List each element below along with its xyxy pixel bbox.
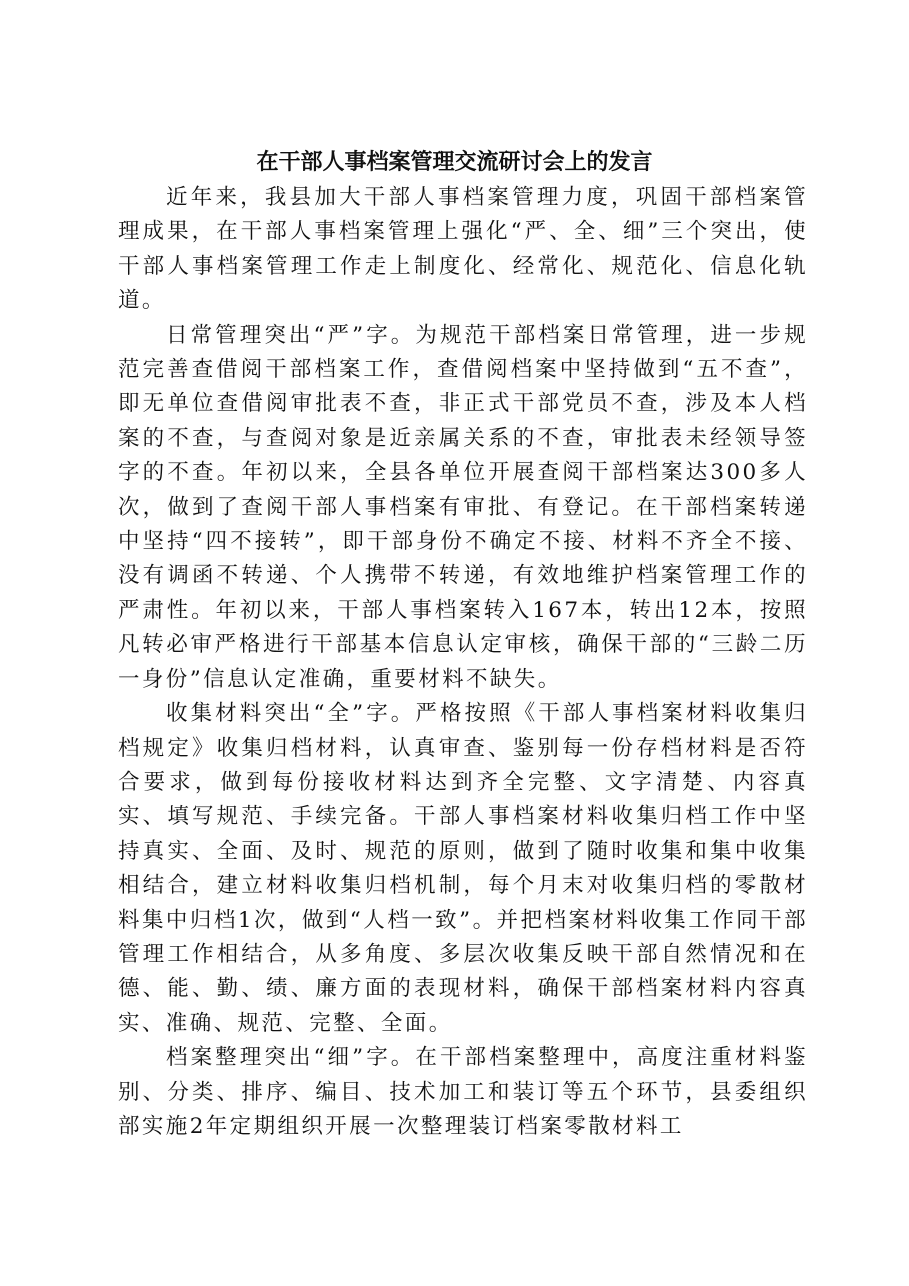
- paragraph-daily-management: 日常管理突出“严”字。为规范干部档案日常管理，进一步规范完善查借阅干部档案工作，查借阅档案中坚持做到“五不查”，即无单位查借阅审批表不查，非正式干部党员不查，涉及本人档案的不查，与查阅对象是近亲属关系的不查，审批表未经领导签字的不查。年初以来，全县各单位开展查阅干部档案达300多人次，做到了查阅干部人事档案有审批、有登记。在干部档案转递中坚持“四不接转”，即干部身份不确定不接、材料不齐全不接、没有调函不转递、个人携带不转递，有效地维护档案管理工作的严肃性。年初以来，干部人事档案转入167本，转出12本，按照凡转必审严格进行干部基本信息认定审核，确保干部的“三龄二历一身份”信息认定准确，重要材料不缺失。: [118, 322, 808, 692]
- document-title: 在干部人事档案管理交流研讨会上的发言: [256, 149, 653, 175]
- paragraph-intro: 近年来，我县加大干部人事档案管理力度，巩固干部档案管理成果，在干部人事档案管理上强化“严、全、细”三个突出，使干部人事档案管理工作走上制度化、经常化、规范化、信息化轨道。: [118, 185, 808, 314]
- document-body: [118, 181, 808, 1144]
- paragraph-material-collection: 收集材料突出“全”字。严格按照《干部人事档案材料收集归档规定》收集归档材料，认真审查、鉴别每一份存档材料是否符合要求，做到每份接收材料达到齐全完整、文字清楚、内容真实、填写规范、手续完备。干部人事档案材料收集归档工作中坚持真实、全面、及时、规范的原则，做到了随时收集和集中收集相结合，建立材料收集归档机制，每个月末对收集归档的零散材料集中归档1次，做到“人档一致”。并把档案材料收集工作同干部管理工作相结合，从多角度、多层次收集反映干部自然情况和在德、能、勤、绩、廉方面的表现材料，确保干部档案材料内容真实、准确、规范、完整、全面。: [118, 701, 808, 1036]
- paragraph-archive-organization: 档案整理突出“细”字。在干部档案整理中，高度注重材料鉴别、分类、排序、编目、技术加工和装订等五个环节，县委组织部实施2年定期组织开展一次整理装订档案零散材料工: [118, 1045, 808, 1139]
